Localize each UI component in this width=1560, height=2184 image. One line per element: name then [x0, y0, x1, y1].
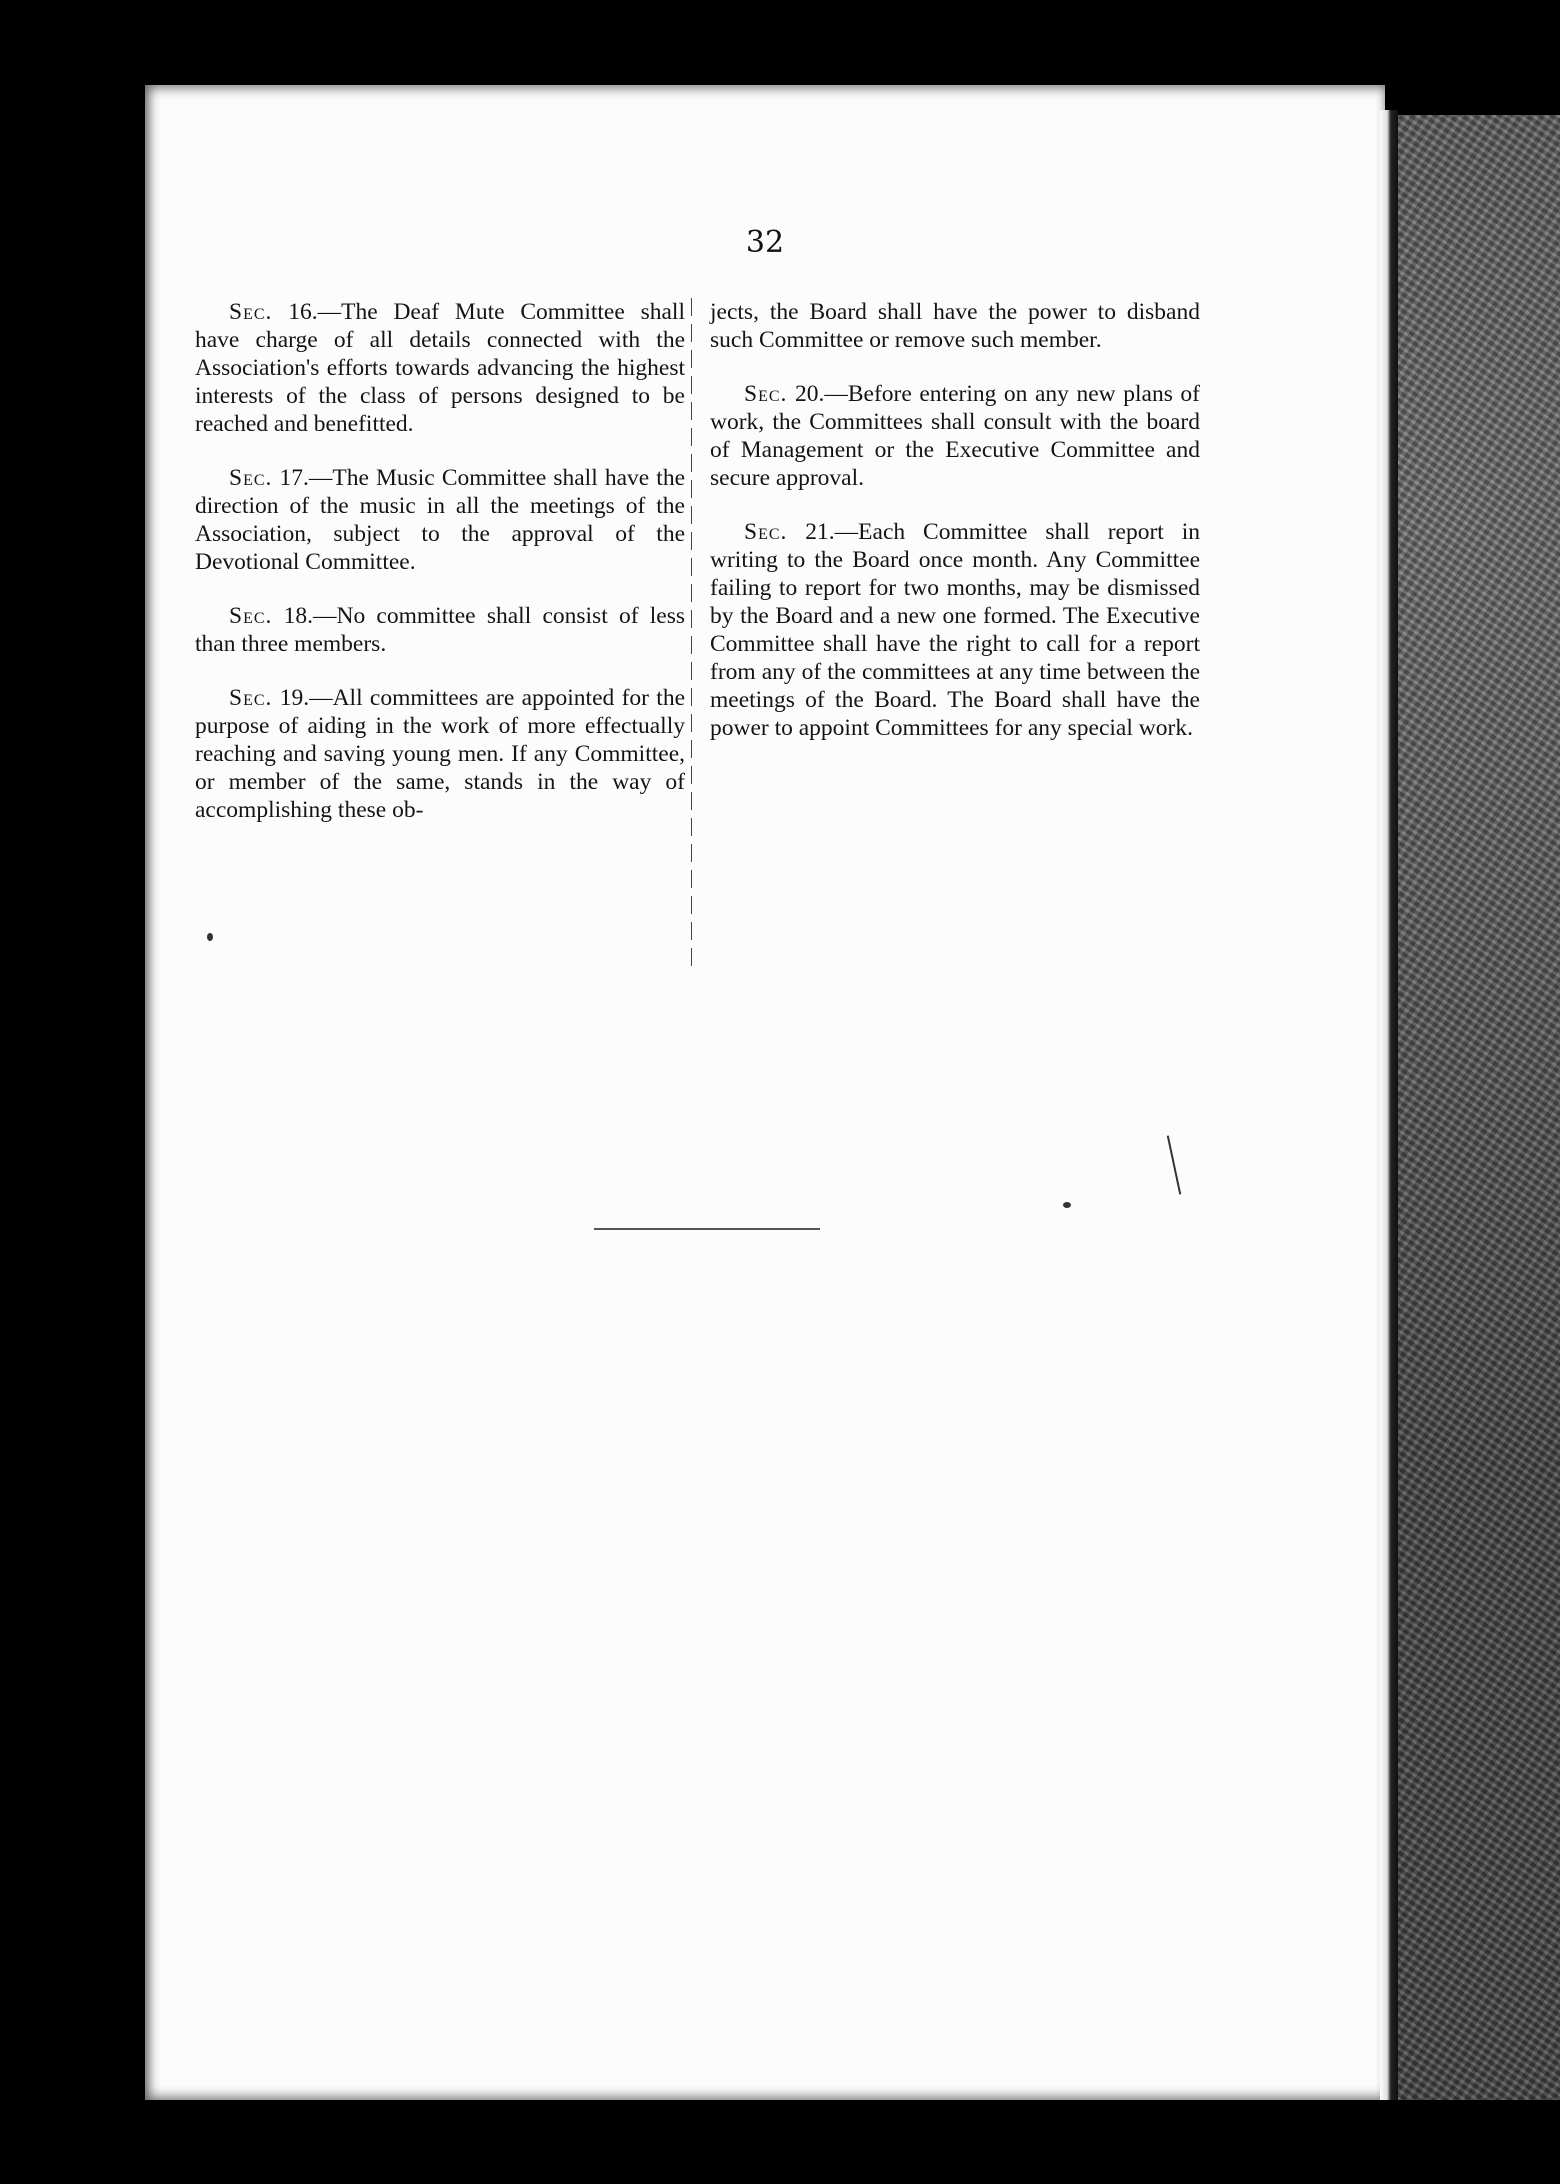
section-text: 20.—Before entering on any new plans of work, the Committees shall consult with the board of Management or the Executive Committee and secure approval. — [710, 381, 1200, 491]
section-21-paragraph — [710, 518, 1200, 742]
ink-speck — [1063, 1202, 1071, 1208]
section-label: Sec. — [744, 519, 788, 545]
left-text-column — [195, 298, 685, 850]
document-page — [145, 85, 1385, 2100]
section-label: Sec. — [229, 685, 273, 711]
section-20-paragraph — [710, 380, 1200, 492]
ink-stroke — [1167, 1135, 1181, 1194]
section-label: Sec. — [229, 299, 273, 325]
section-17-paragraph — [195, 464, 685, 576]
section-19-paragraph — [195, 684, 685, 824]
section-label: Sec. — [229, 465, 273, 491]
ink-speck — [207, 933, 213, 941]
right-text-column — [710, 298, 1200, 768]
section-text: 21.—Each Committee shall report in writing to the Board once month. Any Committee failing to report for two months, may be dismissed by the Board and a new one formed. The Executive Committee shall have the right to call for a report from any of the committees at any time between the meetings of the Board. The Board shall have the power to appoint Committees for any special work. — [710, 519, 1200, 741]
page-number: 32 — [745, 225, 785, 260]
section-label: Sec. — [744, 381, 788, 407]
section-text: 17.—The Music Committee shall have the direction of the music in all the meetings of the Association, subject to the approval of the Devotional Committee. — [195, 465, 685, 575]
section-18-paragraph — [195, 602, 685, 658]
section-16-paragraph — [195, 298, 685, 438]
facing-page-edge — [1398, 115, 1560, 2100]
closing-rule — [594, 1228, 820, 1230]
page-gutter-edge — [1380, 110, 1398, 2100]
section-text: 16.—The Deaf Mute Committee shall have charge of all details connected with the Association's efforts towards advancing the highest interests of the class of persons designed to be reached and benefitted. — [195, 299, 685, 437]
section-text: 18.—No committee shall consist of less than three members. — [195, 603, 685, 657]
continuation-paragraph: jects, the Board shall have the power to disband such Committee or remove such member. — [710, 299, 1200, 353]
section-label: Sec. — [229, 603, 273, 629]
column-divider — [691, 298, 692, 973]
section-text: 19.—All committees are appointed for the purpose of aiding in the work of more effectually reaching and saving young men. If any Committee, or member of the same, stands in the way of accomplishing these ob- — [195, 685, 685, 823]
